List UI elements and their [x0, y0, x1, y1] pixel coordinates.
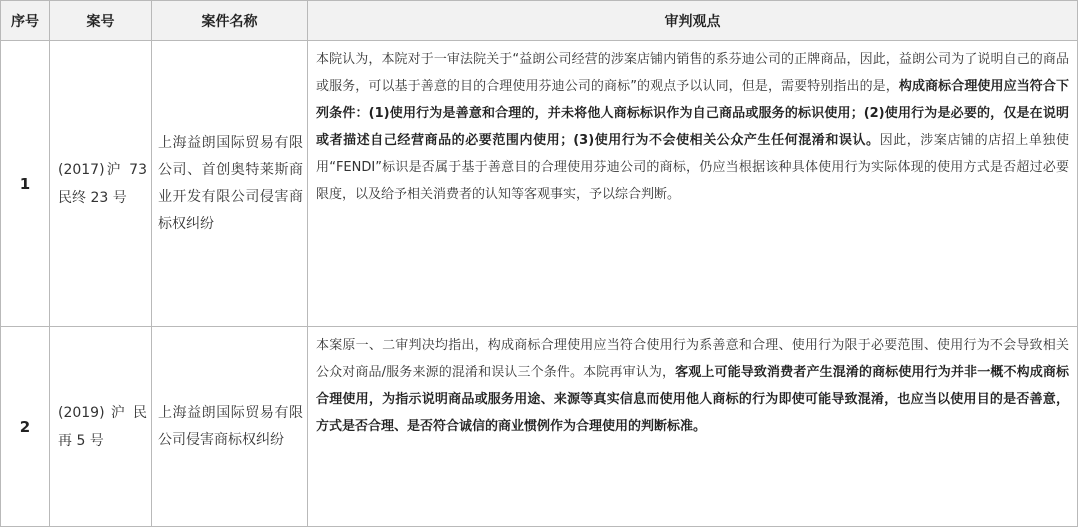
row-case-no: (2019) 沪 民 再 5 号 — [50, 327, 152, 527]
row-opinion — [308, 41, 1078, 327]
row-opinion — [308, 327, 1078, 527]
row-case-name: 上海益朗国际贸易有限公司、首创奥特莱斯商业开发有限公司侵害商标权纠纷 — [152, 41, 308, 327]
header-case-name: 案件名称 — [152, 1, 308, 41]
opinion-text: 因此，涉案店铺的店招上单独使用“FENDI”标识是否属于基于善意目的合理使用芬迪公司的商标，仍应当根据该种具体使用行为实际体现的使用方式是否超过必要限度，以及给予相关消费者的认知等客观事实，予以综合判断。 — [316, 133, 1069, 202]
row-seq: 1 — [1, 41, 50, 327]
header-row — [1, 1, 1078, 41]
row-case-no: (2017)沪 73 民终 23 号 — [50, 41, 152, 327]
header-opinion: 审判观点 — [308, 1, 1078, 41]
header-case-no: 案号 — [50, 1, 152, 41]
header-seq: 序号 — [1, 1, 50, 41]
row-seq: 2 — [1, 327, 50, 527]
opinion-text: 本案原一、二审判决均指出，构成商标合理使用应当符合使用行为系善意和合理、使用行为限于必要范围、使用行为不会导致相关公众对商品/服务来源的混淆和误认三个条件。本院再审认为， — [316, 338, 1069, 380]
row-case-name: 上海益朗国际贸易有限公司侵害商标权纠纷 — [152, 327, 308, 527]
opinion-text: 本院认为，本院对于一审法院关于“益朗公司经营的涉案店铺内销售的系芬迪公司的正牌商品，因此，益朗公司为了说明自己的商品或服务，可以基于善意的目的合理使用芬迪公司的商标”的观点予以认同，但是，需要特别指出的是， — [316, 52, 1069, 94]
opinion-bold-text: 构成商标合理使用应当符合下列条件：(1)使用行为是善意和合理的，并未将他人商标标识作为自己商品或服务的标识使用；(2)使用行为是必要的，仅是在说明或者描述自己经营商品的必要范围内使用；(3)使用行为不会使相关公众产生任何混淆和误认。 — [316, 79, 1069, 148]
table-row — [1, 41, 1078, 327]
opinion-bold-text: 客观上可能导致消费者产生混淆的商标使用行为并非一概不构成商标合理使用，为指示说明商品或服务用途、来源等真实信息而使用他人商标的行为即使可能导致混淆，也应当以使用目的是否善意，方式是否合理、是否符合诚信的商业惯例作为合理使用的判断标准。 — [316, 365, 1069, 434]
table-row — [1, 327, 1078, 527]
